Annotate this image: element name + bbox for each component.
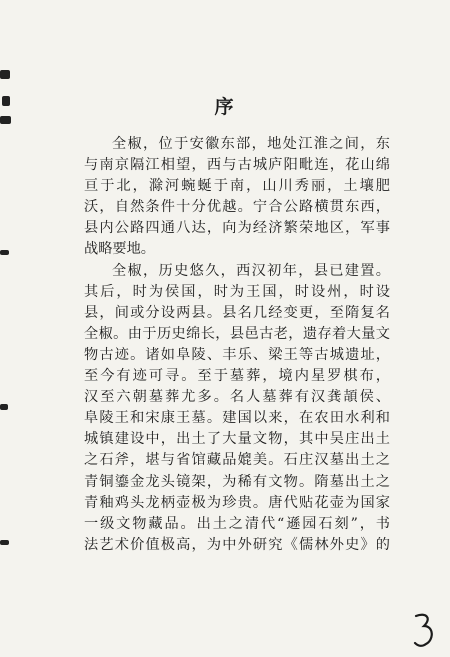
text-line: 县，间或分设两县。县名几经变更，至隋复名 [84, 304, 390, 321]
page-number-handwritten [412, 610, 436, 650]
text-line: 一级文物藏品。出土之清代“遜园石刻”，书 [84, 515, 390, 532]
binding-mark [0, 540, 9, 545]
text-line: 至今有迹可寻。至于墓葬，境内星罗棋布， [84, 368, 390, 385]
binding-mark [0, 70, 10, 79]
binding-mark [0, 250, 9, 255]
binding-mark [0, 404, 8, 410]
text-line: 法艺术价值极高，为中外研究《儒林外史》的 [84, 536, 390, 553]
text-line: 全椒，历史悠久，西汉初年，县已建置。 [112, 262, 390, 279]
text-line: 青铜鎏金龙头镜架，为稀有文物。隋墓出土之 [84, 473, 390, 490]
text-line: 物古迹。诸如阜陵、丰乐、梁王等古城遗址， [84, 346, 390, 363]
text-line: 阜陵王和宋康王墓。建国以来，在农田水利和 [84, 410, 390, 427]
text-line: 沃，自然条件十分优越。宁合公路横贯东西， [84, 199, 390, 216]
text-line: 汉至六朝墓葬尤多。名人墓葬有汉龚頡侯、 [84, 389, 390, 406]
text-line: 与南京隔江相望，西与古城庐阳毗连，花山绵 [84, 157, 390, 174]
body-text [84, 134, 390, 556]
text-line: 青釉鸡头龙柄壶极为珍贵。唐代贴花壶为国家 [84, 494, 390, 511]
text-line: 亘于北，滁河蜿蜒于南，山川秀丽，土壤肥 [84, 178, 390, 195]
text-line: 其后，时为侯国，时为王国，时设州，时设 [84, 283, 390, 300]
text-line: 全椒。由于历史绵长，县邑古老，遗存着大量文 [84, 325, 390, 342]
text-line: 城镇建设中，出土了大量文物，其中吴庄出土 [84, 431, 390, 448]
text-line: 之石斧，堪与省馆藏品媲美。石庄汉墓出土之 [84, 452, 390, 469]
text-line: 全椒，位于安徽东部，地处江淮之间，东 [112, 136, 390, 152]
page-title: 序 [214, 96, 236, 118]
text-line: 战略要地。 [84, 241, 155, 258]
text-line: 县内公路四通八达，向为经济繁荣地区，军事 [84, 220, 390, 237]
